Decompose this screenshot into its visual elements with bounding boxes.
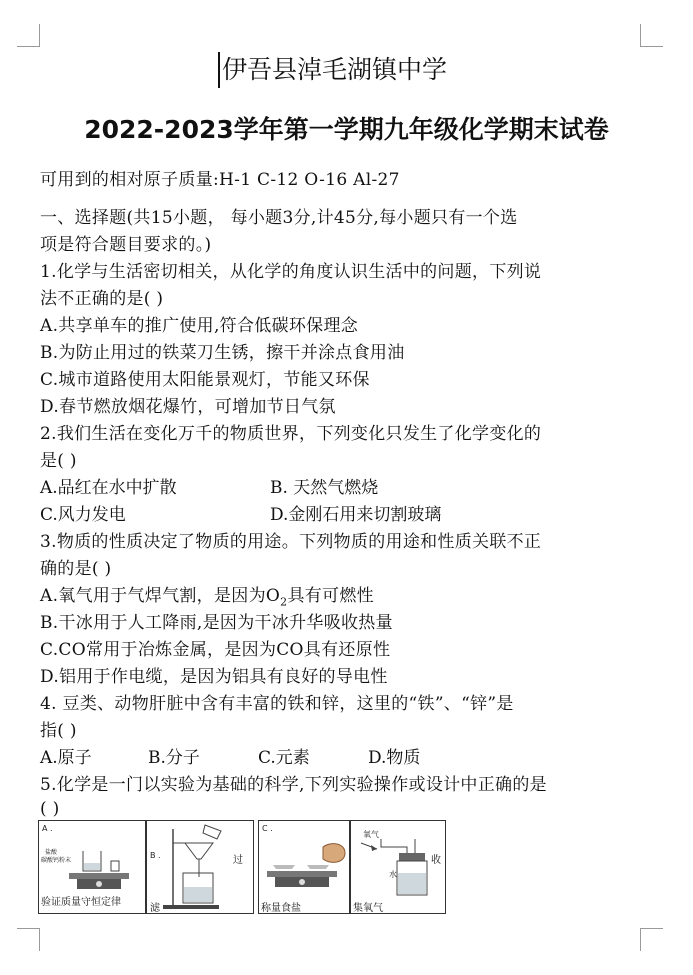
figure-a-mass-conservation [38,820,146,914]
q3-stem-line2: 确的是( ) [40,559,112,579]
figure-d-gas-label: 氧气 [363,830,379,839]
figure-d-water-label: 水 [389,870,397,879]
q1-option-d: D.春节燃放烟花爆竹，可增加节日气氛 [40,397,336,417]
q2-option-b: B. 天然气燃烧 [270,478,379,498]
q1-option-b: B.为防止用过的铁菜刀生锈，擦干并涂点食用油 [40,343,405,363]
q4-option-c: C.元素 [258,748,310,768]
q4-option-b: B.分子 [148,748,200,768]
figure-d-side-text: 收 [431,855,441,866]
q3-option-a-subscript: 2 [280,595,288,609]
q5-stem-line1: 5.化学是一门以实验为基础的科学,下列实验操作或设计中正确的是 [40,775,547,795]
q2-stem-line1: 2.我们生活在变化万千的物质世界，下列变化只发生了化学变化的 [40,424,542,444]
q3-stem-line1: 3.物质的性质决定了物质的用途。下列物质的用途和性质关联不正 [40,532,542,552]
figure-a-tag-powder: 碳酸钙粉末 [41,857,72,864]
q5-stem-line2: ( ) [40,799,60,819]
q3-option-c: C.CO常用于冶炼金属，是因为CO具有还原性 [40,640,391,660]
q4-option-a: A.原子 [40,748,92,768]
figure-d-caption: 集氧气 [353,903,383,914]
figure-b-side-text: 过 [233,855,243,866]
q2-stem-line2: 是( ) [40,451,77,471]
figure-d-collect-oxygen [350,820,446,914]
q2-option-d: D.金刚石用来切割玻璃 [270,505,442,525]
school-name[interactable]: 伊吾县淖毛湖镇中学 [218,52,447,88]
figure-a-tag-acid: 盐酸 [45,849,58,856]
crop-mark-top-right [640,24,663,47]
atomic-masses: 可用到的相对原子质量:H-1 C-12 O-16 Al-27 [40,170,400,190]
figure-b-caption: 滤 [150,903,160,914]
figure-c-weigh-salt [258,820,350,914]
figure-c-letter: C . [262,824,273,833]
q1-stem-line2: 法不正确的是( ) [40,289,164,309]
q1-option-c: C.城市道路使用太阳能景观灯，节能又环保 [40,370,370,390]
q1-option-a: A.共享单车的推广使用,符合低碳环保理念 [40,316,359,336]
figure-b-filter-drawing [147,821,253,913]
crop-mark-top-left [17,24,40,47]
figure-c-caption: 称量食盐 [261,903,301,914]
figure-b-letter: B . [150,851,161,860]
crop-mark-bottom-right [640,928,663,951]
q2-option-c: C.风力发电 [40,505,126,525]
q3-option-d: D.铝用于作电缆，是因为铝具有良好的导电性 [40,667,388,687]
crop-mark-bottom-left [17,928,40,951]
q1-stem-line1: 1.化学与生活密切相关，从化学的角度认识生活中的问题，下列说 [40,262,542,282]
q3-option-a [40,584,374,614]
figure-a-caption: 验证质量守恒定律 [41,897,121,908]
figure-a-letter: A . [42,824,53,833]
section-heading-line2: 项是符合题目要求的。) [40,235,212,255]
q3-option-a-suffix: 具有可燃性 [287,586,374,606]
q4-option-d: D.物质 [368,748,421,768]
figure-b-filtration [146,820,254,914]
q4-stem-line2: 指( ) [40,721,77,741]
exam-title: 2022-2023学年第一学期九年级化学期末试卷 [84,115,609,144]
q3-option-b: B.干冰用于人工降雨,是因为干冰升华吸收热量 [40,613,393,633]
q4-stem-line1: 4. 豆类、动物肝脏中含有丰富的铁和锌，这里的“铁”、“锌”是 [40,694,514,714]
q3-option-a-prefix: A.氧气用于气焊气割，是因为O [40,586,281,606]
section-heading-line1: 一、选择题(共15小题， 每小题3分,计45分,每小题只有一个选 [40,208,518,228]
q2-option-a: A.品红在水中扩散 [40,478,177,498]
